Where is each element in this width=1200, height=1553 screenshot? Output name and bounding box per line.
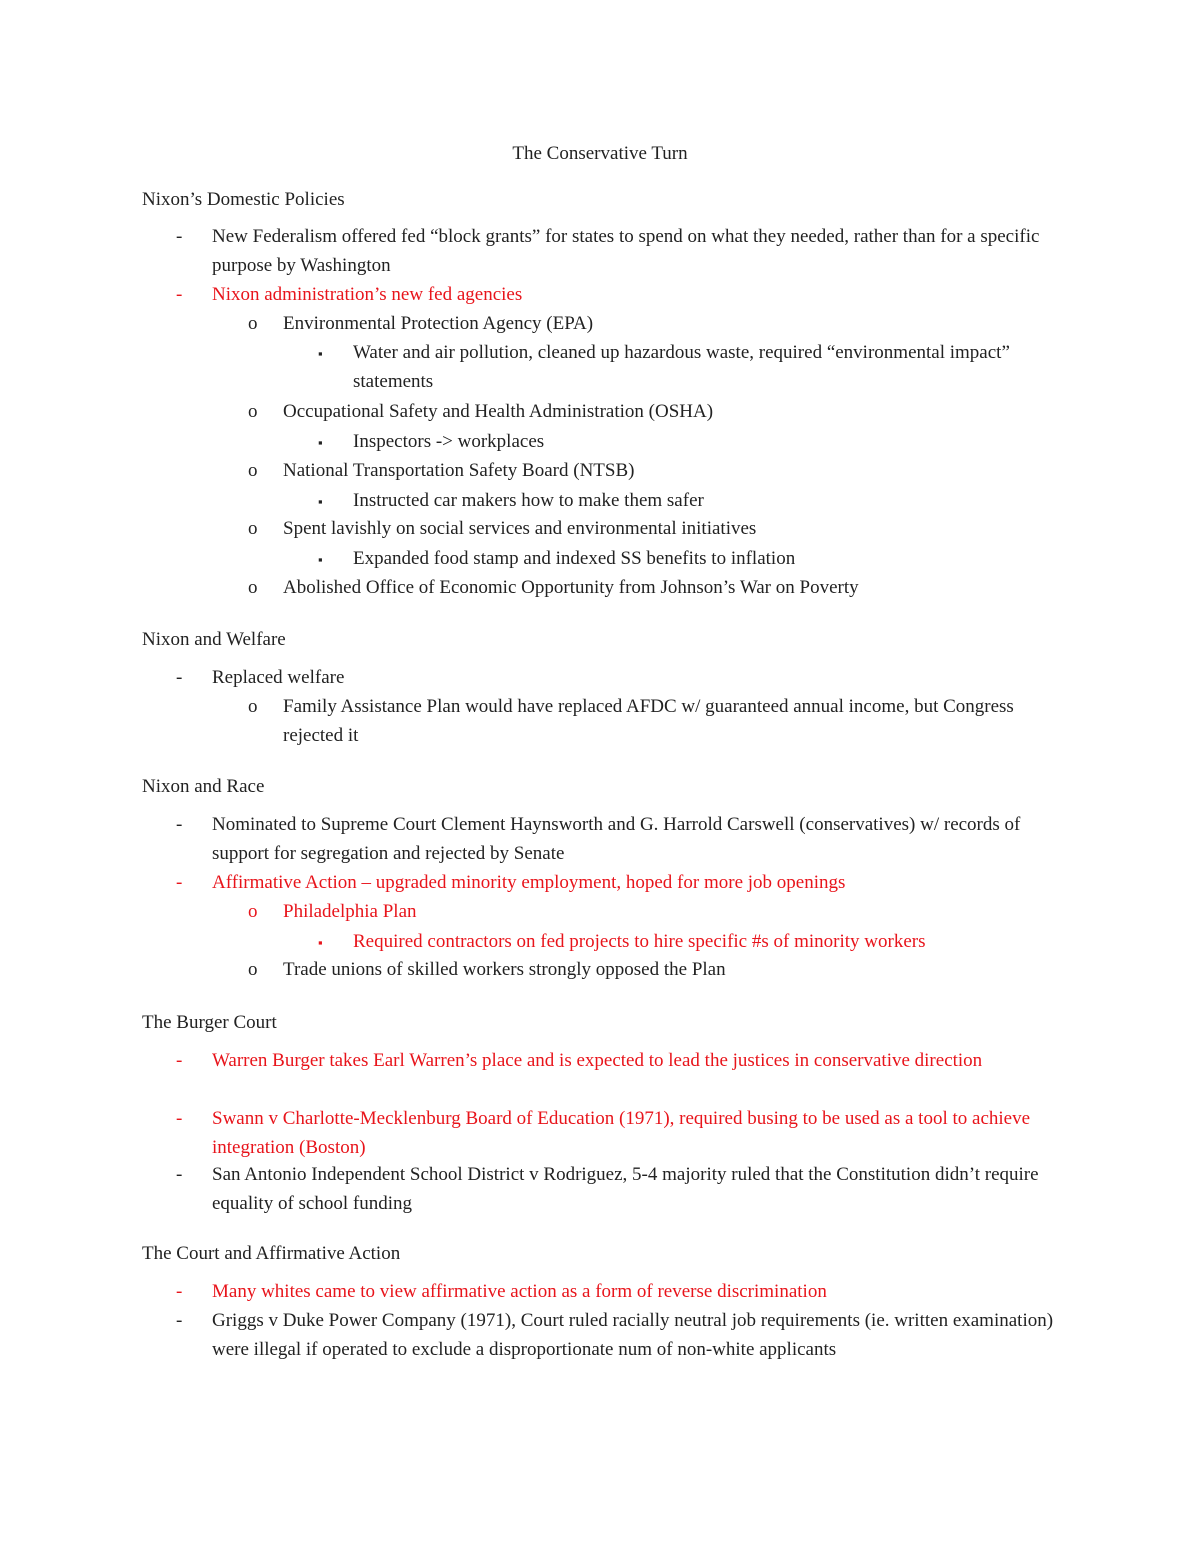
list-item-text: Environmental Protection Agency (EPA) (283, 313, 594, 334)
list-item-text: Many whites came to view affirmative action as a form of reverse discrimination (212, 1281, 827, 1302)
list-item-text: Replaced welfare (212, 667, 345, 688)
list-item-text: Family Assistance Plan would have replaced AFDC w/ guaranteed annual income, but Congress rejected it (283, 696, 1014, 746)
list-item-text: Abolished Office of Economic Opportunity from Johnson’s War on Poverty (283, 577, 859, 598)
list-item-text: New Federalism offered fed “block grants” for states to spend on what they needed, rather than for a specific purpose by Washington (212, 226, 1040, 276)
list-item-text: Required contractors on fed projects to hire specific #s of minority workers (353, 931, 926, 952)
dash-bullet: - (176, 1281, 183, 1302)
document-title: The Conservative Turn (512, 143, 688, 164)
dash-bullet: - (176, 284, 183, 305)
list-item-text: Warren Burger takes Earl Warren’s place and is expected to lead the justices in conservative direction (212, 1050, 983, 1071)
list-item-text: Spent lavishly on social services and environmental initiatives (283, 518, 757, 539)
list-item-text: Occupational Safety and Health Administration (OSHA) (283, 401, 714, 422)
square-bullet: ▪ (318, 346, 323, 361)
section-heading: Nixon and Welfare (142, 629, 286, 650)
list-item-text: Griggs v Duke Power Company (1971), Court ruled racially neutral job requirements (ie. written examination) were illegal if operated to exclude a disproportionate num of non-white applicants (212, 1310, 1054, 1360)
circle-bullet: o (248, 518, 258, 539)
dash-bullet: - (176, 872, 183, 893)
list-item-text: Trade unions of skilled workers strongly opposed the Plan (283, 959, 726, 980)
list-item-text: Swann v Charlotte-Mecklenburg Board of Education (1971), required busing to be used as a tool to achieve integration (Boston) (212, 1108, 1031, 1158)
circle-bullet: o (248, 696, 258, 717)
circle-bullet: o (248, 460, 258, 481)
list-item-text: Instructed car makers how to make them safer (353, 490, 704, 511)
list-item-text: National Transportation Safety Board (NTSB) (283, 460, 635, 481)
section-heading: The Burger Court (142, 1012, 277, 1033)
list-item-text: San Antonio Independent School District v Rodriguez, 5-4 majority ruled that the Constitution didn’t require equality of school funding (212, 1164, 1039, 1214)
square-bullet: ▪ (318, 552, 323, 567)
square-bullet: ▪ (318, 935, 323, 950)
dash-bullet: - (176, 667, 183, 688)
circle-bullet: o (248, 313, 258, 334)
dash-bullet: - (176, 1108, 183, 1129)
list-item-text: Philadelphia Plan (283, 901, 417, 922)
section-heading: The Court and Affirmative Action (142, 1243, 401, 1264)
dash-bullet: - (176, 814, 183, 835)
square-bullet: ▪ (318, 435, 323, 450)
list-item-text: Nixon administration’s new fed agencies (212, 284, 523, 305)
circle-bullet: o (248, 401, 258, 422)
list-item-text: Nominated to Supreme Court Clement Haynsworth and G. Harrold Carswell (conservatives) w/ records of support for segregation and rejected by Senate (212, 814, 1021, 864)
section-heading: Nixon and Race (142, 776, 265, 797)
list-item-text: Water and air pollution, cleaned up hazardous waste, required “environmental impact” statements (353, 342, 1010, 392)
circle-bullet: o (248, 901, 258, 922)
list-item-text: Affirmative Action – upgraded minority employment, hoped for more job openings (212, 872, 846, 893)
section-heading: Nixon’s Domestic Policies (142, 189, 345, 210)
dash-bullet: - (176, 1310, 183, 1331)
dash-bullet: - (176, 1050, 183, 1071)
circle-bullet: o (248, 959, 258, 980)
list-item-text: Inspectors -> workplaces (353, 431, 545, 452)
list-item-text: Expanded food stamp and indexed SS benefits to inflation (353, 548, 796, 569)
square-bullet: ▪ (318, 494, 323, 509)
dash-bullet: - (176, 226, 183, 247)
circle-bullet: o (248, 577, 258, 598)
dash-bullet: - (176, 1164, 183, 1185)
